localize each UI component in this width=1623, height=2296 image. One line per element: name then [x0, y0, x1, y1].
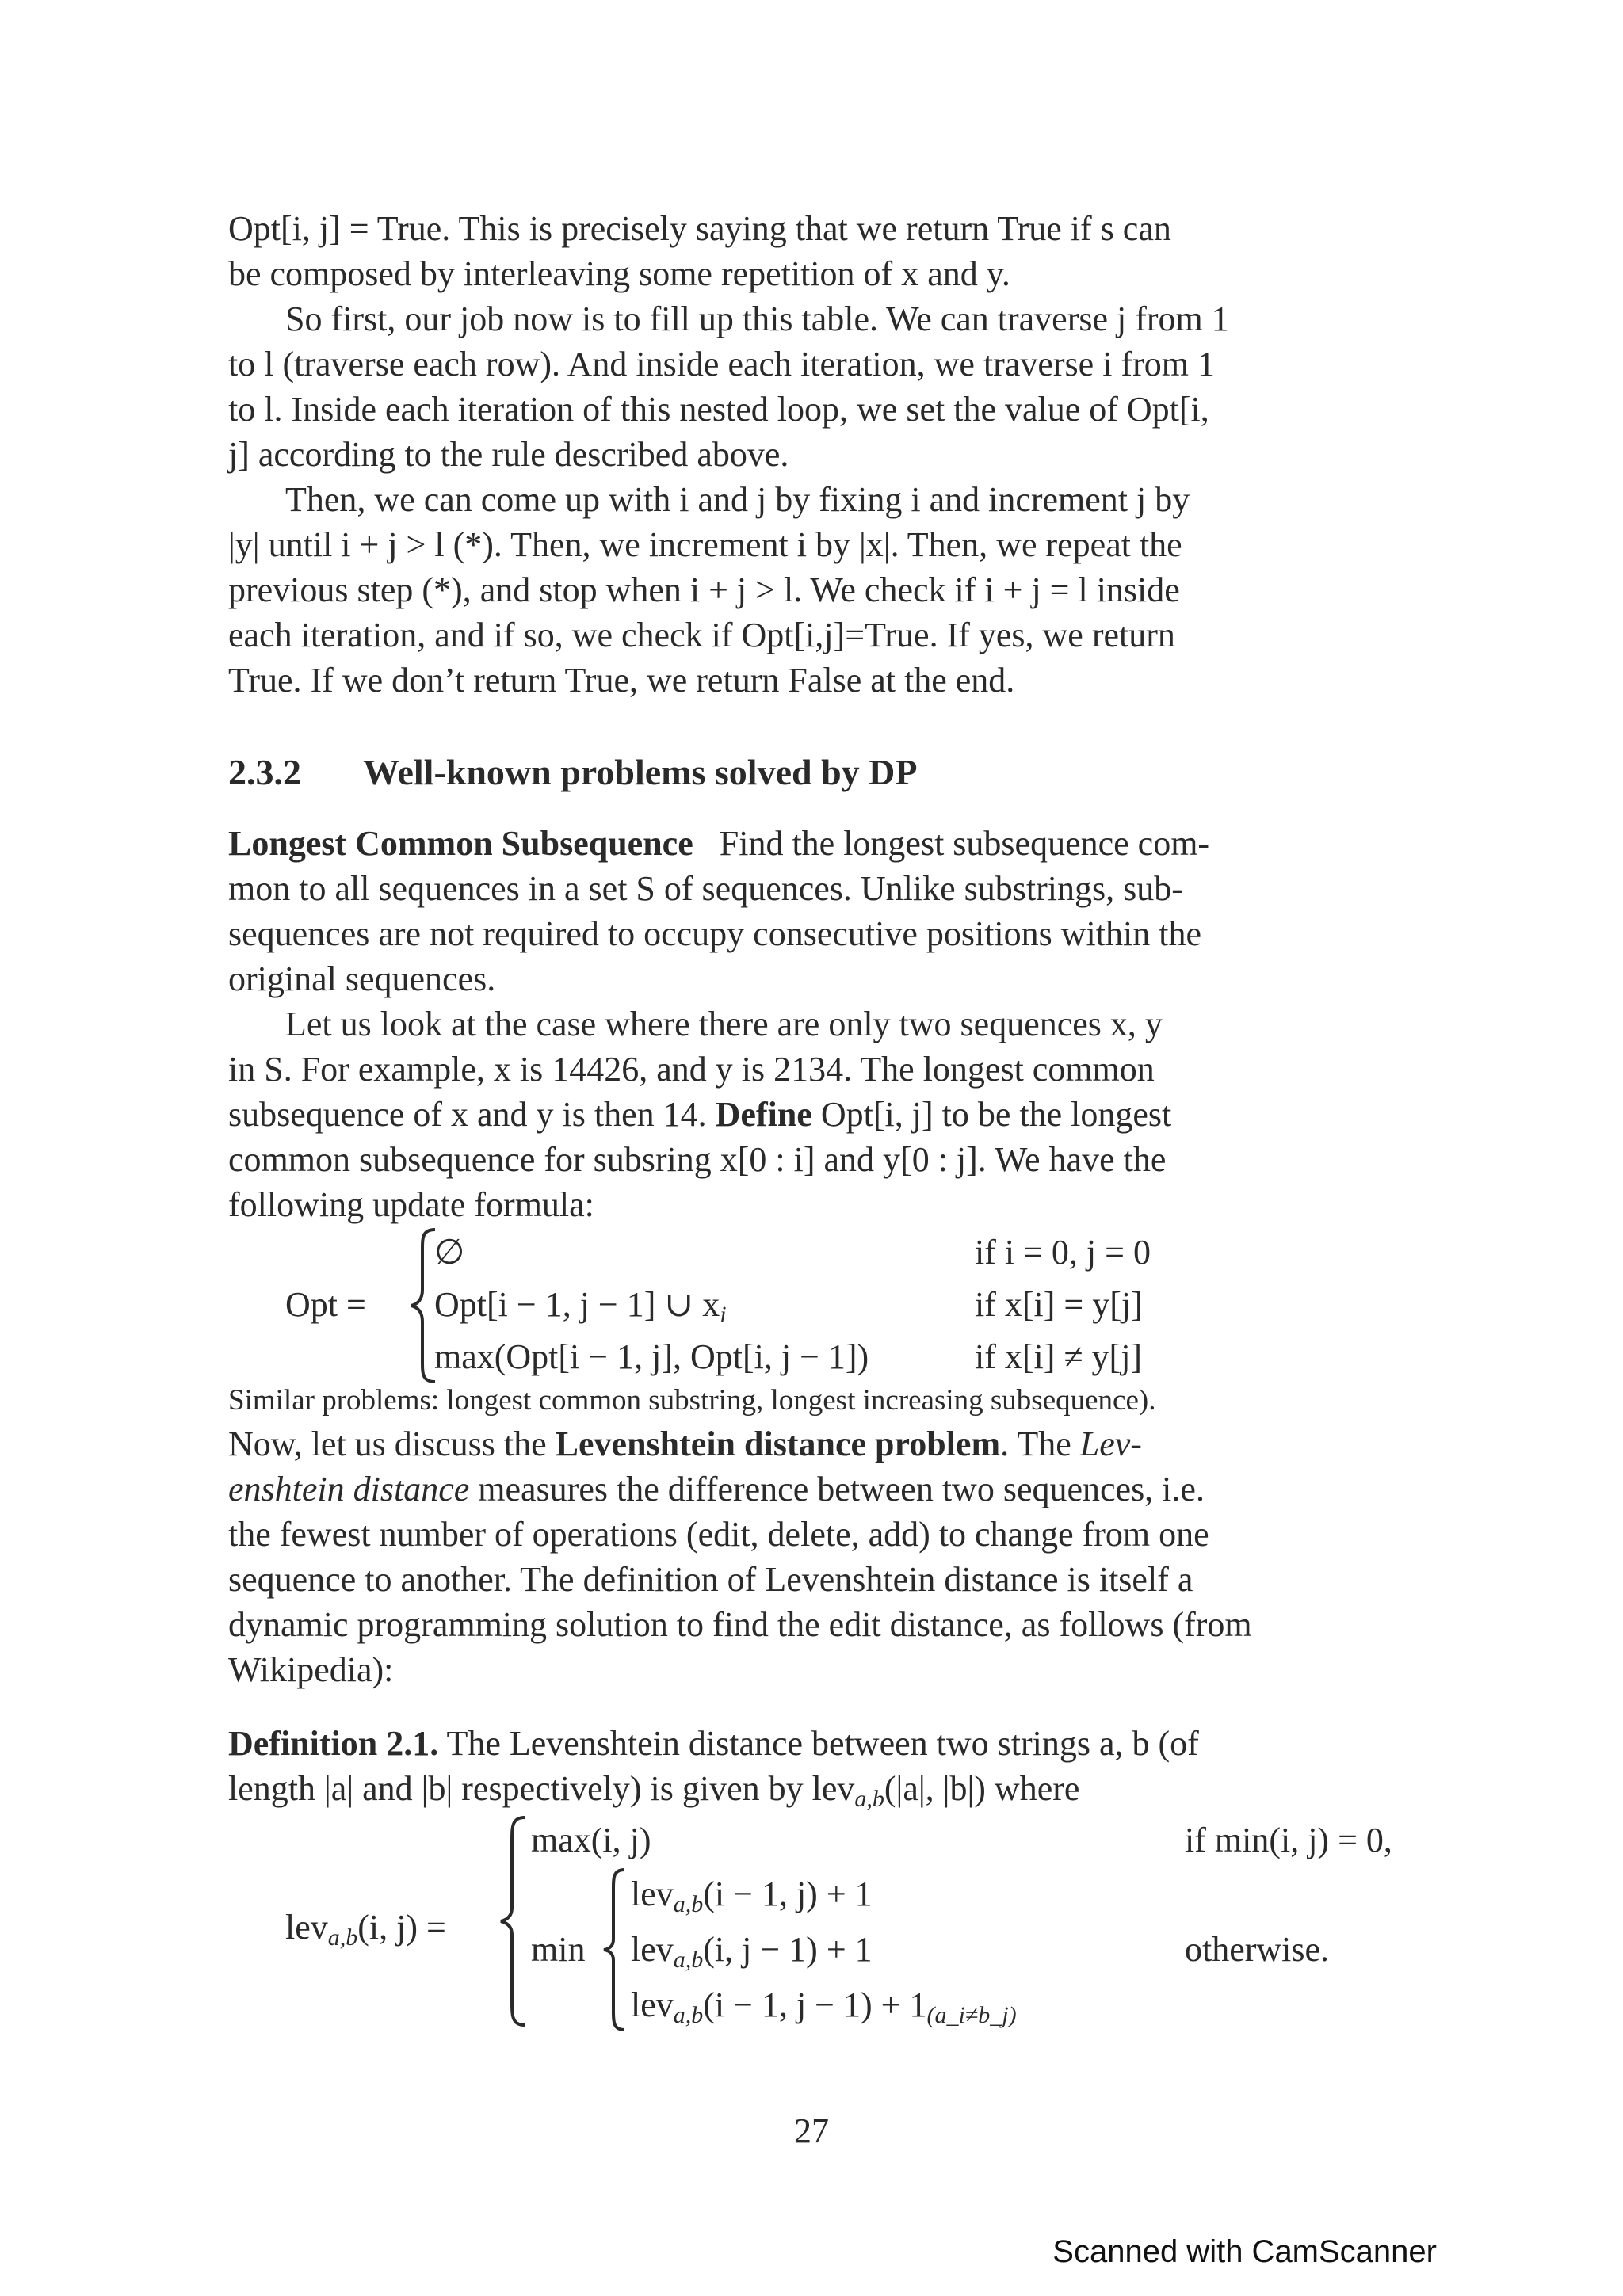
text-line: So first, our job now is to fill up this table. We can traverse j from 1: [285, 299, 1229, 338]
text-line: the fewest number of operations (edit, delete, add) to change from one: [228, 1515, 1209, 1554]
text-span: subsequence of x and y is then 14.: [228, 1095, 707, 1134]
subscript: a,b: [673, 1947, 704, 1973]
text-span: Opt[i, j] to be the longest: [820, 1095, 1172, 1134]
left-brace-icon: [498, 1814, 529, 2028]
paragraph-fill-table: [228, 296, 1400, 477]
text-italic: Lev-: [1079, 1425, 1142, 1463]
paragraph-levenshtein: [228, 1421, 1400, 1692]
subscript: a,b: [673, 1891, 704, 1917]
left-brace-icon: [601, 1867, 629, 2033]
lev-cond-2: otherwise.: [1185, 1930, 1330, 1969]
camscanner-watermark: Scanned with CamScanner: [1052, 2234, 1437, 2269]
opt-formula: [285, 1226, 1236, 1385]
section-title: Well-known problems solved by DP: [363, 752, 918, 792]
text-line: Then, we can come up with i and j by fixing i and increment j by: [285, 480, 1190, 519]
paragraph-lcs-example: [228, 1001, 1400, 1227]
opt-cond-2: if x[i] = y[j]: [975, 1285, 1143, 1324]
similar-problems-note: Similar problems: longest common substring, longest increasing subsequence).: [228, 1384, 1156, 1417]
text-line: Opt[i, j] = True. This is precisely saying that we return True if s can: [228, 209, 1171, 248]
text-line: common subsequence for subsring x[0 : i] and y[0 : j]. We have the: [228, 1140, 1167, 1179]
subscript: a,b: [327, 1924, 358, 1951]
text-span: length |a| and |b| respectively) is given by lev: [228, 1769, 855, 1808]
text-line: [228, 1766, 1400, 1821]
formula-text: lev: [631, 1985, 674, 2024]
text-line: [228, 1721, 1400, 1766]
formula-text: lev: [285, 1908, 328, 1947]
subscript: a,b: [673, 2002, 704, 2028]
text-line: Wikipedia):: [228, 1650, 394, 1689]
text-line: [228, 1421, 1400, 1466]
text-span: measures the difference between two sequences, i.e.: [478, 1470, 1205, 1508]
lev-inner-insert: [631, 1924, 873, 1986]
section-number: 2.3.2: [228, 752, 301, 792]
formula-text: (i, j − 1) + 1: [703, 1930, 873, 1969]
text-line: mon to all sequences in a set S of sequences. Unlike substrings, sub-: [228, 869, 1183, 908]
opt-cond-3: if x[i] ≠ y[j]: [975, 1337, 1143, 1376]
section-heading: [228, 751, 917, 793]
text-span: . The: [1000, 1425, 1071, 1463]
subscript: a,b: [854, 1786, 884, 1812]
lev-min: min: [531, 1930, 586, 1969]
formula-text: lev: [631, 1930, 674, 1969]
text-line: True. If we don’t return True, we return False at the end.: [228, 661, 1015, 700]
text-line: [228, 1466, 1400, 1512]
lev-formula: [285, 1814, 1442, 2044]
subscript: i: [720, 1302, 727, 1328]
text-line: [228, 821, 1400, 866]
text-line: j] according to the rule described above.: [228, 435, 789, 474]
text-line: |y| until i + j > l (*). Then, we increment i by |x|. Then, we repeat the: [228, 525, 1182, 564]
lev-inner-substitute: [631, 1979, 1017, 2042]
text-line: to l (traverse each row). And inside each iteration, we traverse i from 1: [228, 345, 1215, 383]
formula-text: lev: [631, 1875, 674, 1913]
text-line: each iteration, and if so, we check if Opt[i,j]=True. If yes, we return: [228, 616, 1175, 654]
lev-inner-delete: [631, 1868, 873, 1931]
formula-text: (i − 1, j) + 1: [703, 1875, 873, 1913]
text-line: sequences are not required to occupy consecutive positions within the: [228, 914, 1201, 953]
opt-cond-1: if i = 0, j = 0: [975, 1233, 1151, 1272]
text-line: following update formula:: [228, 1185, 594, 1224]
formula-text: (i − 1, j − 1) + 1: [703, 1985, 927, 2024]
opt-lhs: Opt =: [285, 1285, 366, 1324]
lev-lhs: [285, 1901, 446, 1964]
paragraph-continuation: [228, 206, 1400, 296]
levenshtein-bold: Levenshtein distance problem: [555, 1425, 1001, 1463]
text-line: [228, 1092, 1400, 1137]
paragraph-iteration: [228, 477, 1400, 703]
text-line: previous step (*), and stop when i + j > l. We check if i + j = l inside: [228, 570, 1180, 609]
lev-case-max: max(i, j): [531, 1821, 651, 1859]
text-span: Find the longest subsequence com-: [719, 824, 1210, 863]
text-line: sequence to another. The definition of Levenshtein distance is itself a: [228, 1560, 1193, 1599]
page-number: 27: [794, 2111, 829, 2150]
definition-label: Definition 2.1.: [228, 1724, 439, 1763]
opt-case-empty: ∅: [434, 1233, 465, 1272]
text-line: original sequences.: [228, 959, 496, 998]
formula-text: Opt[i − 1, j − 1] ∪ x: [434, 1285, 720, 1324]
text-line: be composed by interleaving some repetition of x and y.: [228, 254, 1010, 293]
text-span: (|a|, |b|) where: [884, 1769, 1080, 1808]
lev-cond-1: if min(i, j) = 0,: [1185, 1821, 1392, 1859]
text-line: to l. Inside each iteration of this nested loop, we set the value of Opt[i,: [228, 390, 1209, 429]
opt-case-max: max(Opt[i − 1, j], Opt[i, j − 1]): [434, 1337, 869, 1376]
define-keyword: Define: [715, 1095, 812, 1134]
text-line: Let us look at the case where there are only two sequences x, y: [285, 1005, 1163, 1043]
lcs-title: Longest Common Subsequence: [228, 824, 693, 863]
formula-text: (i, j) =: [357, 1908, 446, 1947]
text-line: in S. For example, x is 14426, and y is 2134. The longest common: [228, 1050, 1155, 1089]
paragraph-lcs: [228, 821, 1400, 1001]
text-span: The Levenshtein distance between two strings a, b (of: [446, 1724, 1199, 1763]
text-span: Now, let us discuss the: [228, 1425, 547, 1463]
subscript: (a_i≠b_j): [926, 2002, 1017, 2028]
text-line: dynamic programming solution to find the edit distance, as follows (from: [228, 1605, 1252, 1644]
definition-2-1: [228, 1721, 1400, 1821]
text-italic: enshtein distance: [228, 1470, 470, 1508]
